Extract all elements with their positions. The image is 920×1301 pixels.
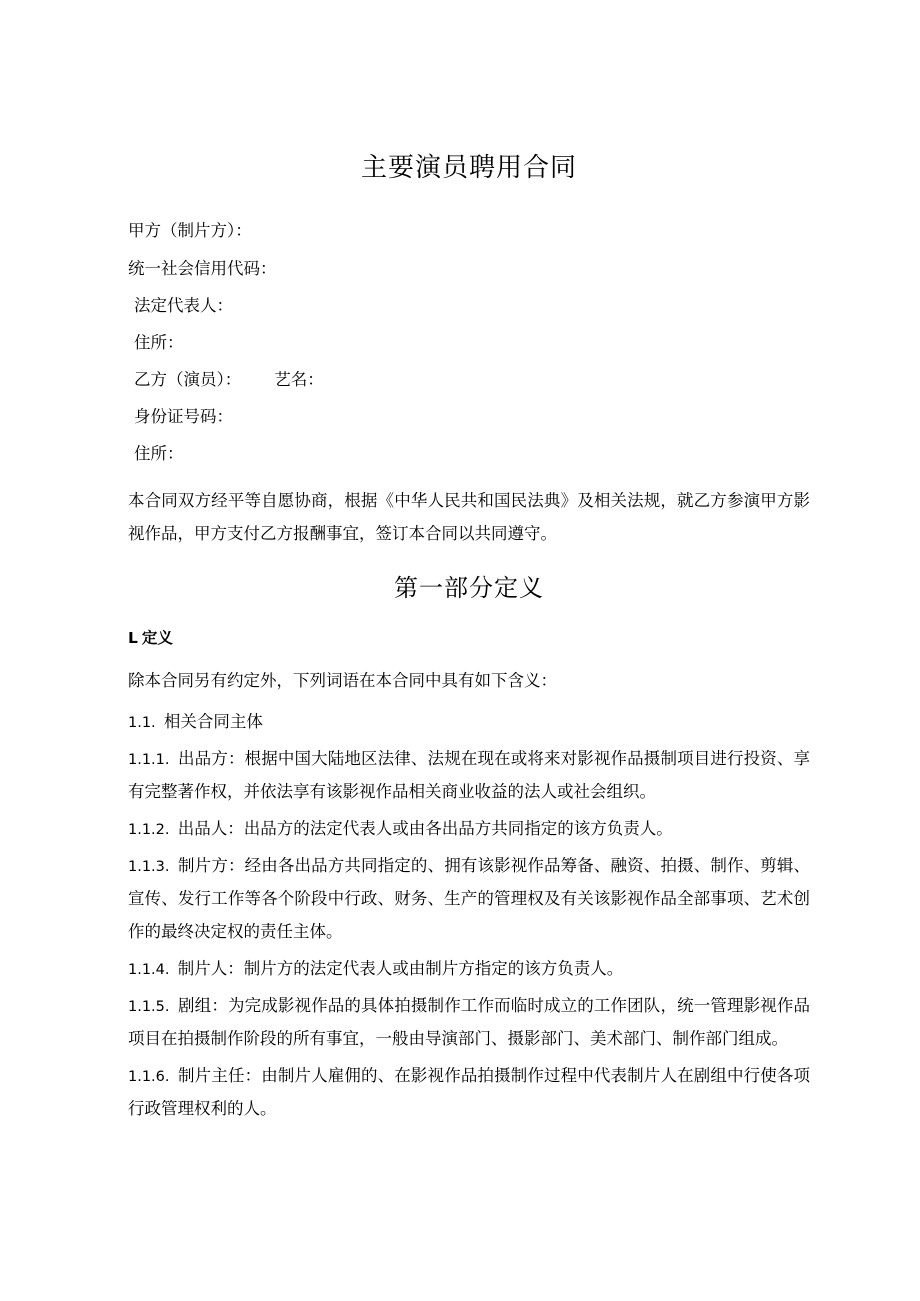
clause-1-label: 定义 bbox=[141, 628, 173, 647]
part-one-title: 第一部分定义 bbox=[394, 574, 544, 603]
definition-item bbox=[128, 812, 810, 845]
definition-item bbox=[128, 1059, 810, 1125]
definition-item-text: 制片方：经由各出品方共同指定的、拥有该影视作品筹备、融资、拍摄、制作、剪辑、宣传、发行工作等各个阶段中行政、财务、生产的管理权及有关该影视作品全部事项、艺术创作的最终决定权的责任主体。 bbox=[128, 855, 811, 941]
definition-lead: 除本合同另有约定外，下列词语在本合同中具有如下含义： bbox=[128, 670, 557, 690]
definition-item-number: 1.1.3. bbox=[128, 858, 170, 875]
party-field-line: 住所： bbox=[134, 444, 184, 464]
party-fields-block bbox=[128, 212, 810, 472]
definition-item-number: 1.1.4. bbox=[128, 961, 170, 978]
definition-item-number: 1.1.2. bbox=[128, 821, 170, 838]
definition-item-number: 1.1.5. bbox=[128, 998, 170, 1015]
definition-item-number: 1.1.6. bbox=[128, 1068, 170, 1085]
definition-item-text: 出品人：出品方的法定代表人或由各出品方共同指定的该方负责人。 bbox=[177, 818, 673, 838]
party-field-line: 身份证号码： bbox=[134, 407, 233, 427]
party-field-line: 住所： bbox=[134, 332, 184, 352]
clause-1-number: L bbox=[128, 628, 138, 647]
definition-item bbox=[128, 952, 810, 985]
party-field-line: 法定代表人： bbox=[134, 295, 233, 315]
party-field-line: 统一社会信用代码： bbox=[128, 258, 277, 278]
definition-item-text: 制片主任：由制片人雇佣的、在影视作品拍摄制作过程中代表制片人在剧组中行使各项行政管理权利的人。 bbox=[128, 1065, 811, 1118]
sub-clause-1-1-number: 1.1. bbox=[128, 714, 156, 731]
party-field-line: 乙方（演员）： 艺名： bbox=[134, 369, 324, 389]
sub-clause-1-1-label: 相关合同主体 bbox=[163, 711, 263, 731]
definition-item bbox=[128, 849, 810, 948]
definition-item-text: 制片人：制片方的法定代表人或由制片方指定的该方负责人。 bbox=[177, 958, 624, 978]
preamble-paragraph: 本合同双方经平等自愿协商，根据《中华人民共和国民法典》及相关法规，就乙方参演甲方影视作品，甲方支付乙方报酬事宜，签订本合同以共同遵守。 bbox=[128, 491, 810, 544]
sub-clause-1-1 bbox=[128, 705, 810, 738]
definition-item bbox=[128, 742, 810, 808]
party-field-line: 甲方（制片方）： bbox=[128, 221, 252, 241]
page-title: 主要演员聘用合同 bbox=[360, 153, 577, 183]
definition-item bbox=[128, 989, 810, 1055]
definition-item-text: 出品方：根据中国大陆地区法律、法规在现在或将来对影视作品摄制项目进行投资、享有完整著作权，并依法享有该影视作品相关商业收益的法人或社会组织。 bbox=[128, 748, 811, 801]
definition-item-number: 1.1.1. bbox=[128, 751, 170, 768]
definition-item-text: 剧组：为完成影视作品的具体拍摄制作工作而临时成立的工作团队，统一管理影视作品项目在拍摄制作阶段的所有事宜，一般由导演部门、摄影部门、美术部门、制作部门组成。 bbox=[128, 995, 811, 1048]
clause-1-heading bbox=[128, 626, 810, 648]
